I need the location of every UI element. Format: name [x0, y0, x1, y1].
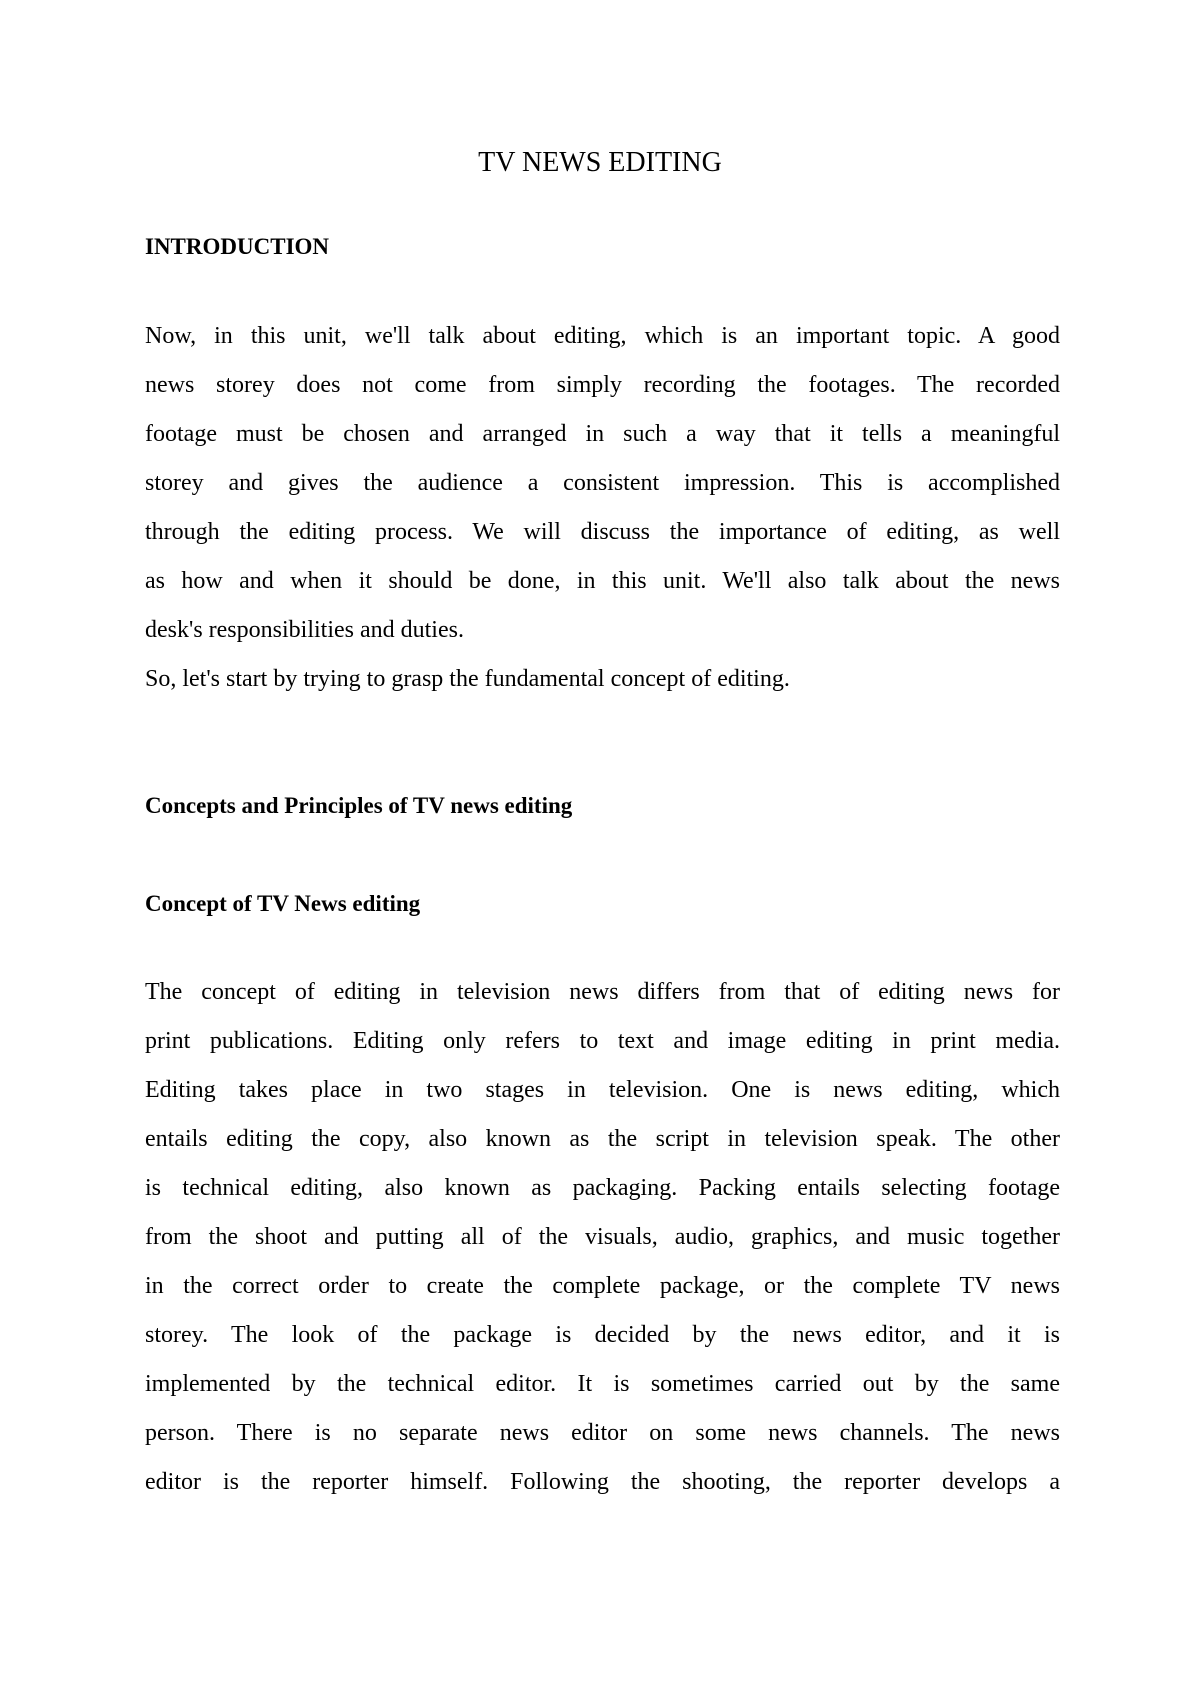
document-title: TV NEWS EDITING — [478, 147, 722, 178]
paragraph-line: storey and gives the audience a consistent impression. This is accomplished — [145, 470, 1060, 496]
introduction-paragraph — [145, 312, 1060, 704]
paragraph-line: desk's responsibilities and duties. — [145, 617, 464, 643]
paragraph-line: footage must be chosen and arranged in such a way that it tells a meaningful — [145, 421, 1060, 447]
paragraph-line: implemented by the technical editor. It is sometimes carried out by the same — [145, 1371, 1060, 1397]
paragraph-line: print publications. Editing only refers to text and image editing in print media. — [145, 1028, 1060, 1054]
paragraph-line: storey. The look of the package is decided by the news editor, and it is — [145, 1322, 1060, 1348]
paragraph-line: editor is the reporter himself. Following the shooting, the reporter develops a — [145, 1469, 1060, 1495]
paragraph-line: Editing takes place in two stages in television. One is news editing, which — [145, 1077, 1060, 1103]
paragraph-line: is technical editing, also known as packaging. Packing entails selecting footage — [145, 1175, 1060, 1201]
paragraph-line: as how and when it should be done, in this unit. We'll also talk about the news — [145, 568, 1060, 594]
paragraph-line: The concept of editing in television news differs from that of editing news for — [145, 979, 1060, 1005]
paragraph-line: from the shoot and putting all of the visuals, audio, graphics, and music together — [145, 1224, 1060, 1250]
paragraph-line: in the correct order to create the complete package, or the complete TV news — [145, 1273, 1060, 1299]
concept-tv-news-editing-paragraph — [145, 968, 1060, 1507]
paragraph-line: Now, in this unit, we'll talk about editing, which is an important topic. A good — [145, 323, 1060, 349]
paragraph-line: news storey does not come from simply recording the footages. The recorded — [145, 372, 1060, 398]
concept-tv-news-editing-heading: Concept of TV News editing — [145, 891, 421, 916]
paragraph-line: through the editing process. We will discuss the importance of editing, as well — [145, 519, 1060, 545]
concepts-principles-heading: Concepts and Principles of TV news editing — [145, 793, 573, 818]
paragraph-line: person. There is no separate news editor on some news channels. The news — [145, 1420, 1060, 1446]
paragraph-line: entails editing the copy, also known as the script in television speak. The other — [145, 1126, 1060, 1152]
paragraph-line: So, let's start by trying to grasp the fundamental concept of editing. — [145, 666, 790, 692]
introduction-heading: INTRODUCTION — [145, 234, 330, 259]
